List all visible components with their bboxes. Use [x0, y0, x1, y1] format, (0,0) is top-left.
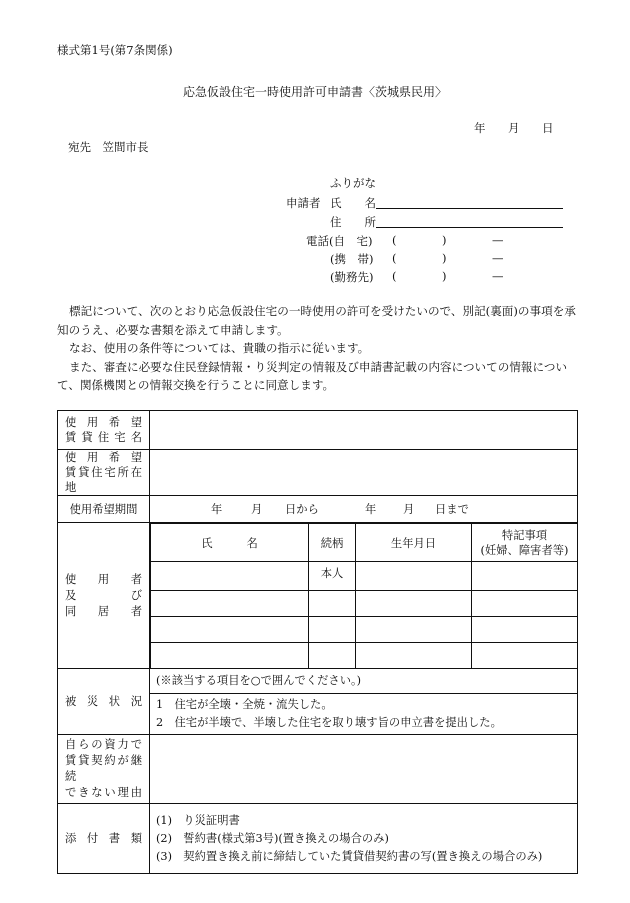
paren-close: ): [442, 251, 447, 265]
period-label: 使用希望期間: [58, 496, 150, 523]
occ-birth-cell[interactable]: [356, 562, 472, 591]
paragraph-2: なお、使用の条件等については、貴職の指示に従います。: [69, 341, 370, 355]
occ-relation-self: 本人: [309, 562, 356, 591]
reason-field[interactable]: [150, 735, 578, 804]
phone-work-label: (勤務先): [330, 270, 374, 284]
attachments-list: [150, 804, 578, 874]
body-text: [57, 302, 579, 395]
paren-open: (: [392, 269, 397, 283]
reason-label: 自らの資力で 賃貸契約が継続 できない理由: [58, 735, 150, 804]
occ-birth-cell[interactable]: [356, 591, 472, 617]
period-field[interactable]: 年 月 日から 年 月 日まで: [150, 496, 578, 523]
row-rental-name-label: 使用希望 賃貸住宅名: [58, 411, 150, 450]
occ-notes-cell[interactable]: [472, 617, 578, 643]
address-label: 住 所: [330, 215, 376, 229]
phone-home-label: 電話(自 宅): [306, 234, 373, 248]
page-title: 応急仮設住宅一時使用許可申請書〈茨城県民用〉: [182, 85, 447, 99]
date-year: 年: [474, 121, 486, 135]
name-label: 氏 名: [330, 196, 376, 210]
dash: —: [492, 233, 504, 247]
attachment-3: (3) 契約置き換え前に締結していた賃貸借契約書の写(置き換えの場合のみ): [156, 849, 543, 863]
occ-notes-cell[interactable]: [472, 562, 578, 591]
occ-header-relation: 続柄: [309, 524, 356, 562]
paren-close: ): [442, 233, 447, 247]
occ-header-birth: 生年月日: [356, 524, 472, 562]
date-day: 日: [542, 121, 554, 135]
damage-note: (※該当する項目を○で囲んでください。): [150, 669, 577, 694]
occ-relation-cell[interactable]: [309, 617, 356, 643]
rental-name-field[interactable]: [150, 411, 578, 450]
occupants-grid: [150, 523, 578, 669]
attachments-label: 添付書類: [58, 804, 150, 874]
attachment-1: (1) り災証明書: [156, 813, 240, 827]
paren-close: ): [442, 269, 447, 283]
occ-name-cell[interactable]: [151, 617, 309, 643]
row-rental-address-label: 使用希望 賃貸住宅所在地: [58, 450, 150, 496]
application-table: [57, 410, 578, 874]
occ-relation-cell[interactable]: [309, 591, 356, 617]
damage-option-1[interactable]: 1 住宅が全壊・全焼・流失した。: [156, 698, 333, 711]
date-month: 月: [508, 121, 520, 135]
address-field[interactable]: [376, 227, 563, 228]
furigana-label: ふりがな: [330, 176, 376, 190]
occ-birth-cell[interactable]: [356, 617, 472, 643]
occ-header-name: 氏 名: [151, 524, 309, 562]
damage-option-2[interactable]: 2 住宅が半壊で、半壊した住宅を取り壊す旨の申立書を提出した。: [156, 716, 502, 729]
paren-open: (: [392, 251, 397, 265]
dash: —: [492, 269, 504, 283]
rental-address-field[interactable]: [150, 450, 578, 496]
applicant-label: 申請者: [286, 196, 321, 210]
damage-label: 被災状況: [58, 669, 150, 735]
paren-open: (: [392, 233, 397, 247]
attachment-2: (2) 誓約書(様式第3号)(置き換えの場合のみ): [156, 831, 389, 845]
occ-name-cell[interactable]: [151, 643, 309, 669]
paragraph-3: また、審査に必要な住民登録情報・り災判定の情報及び申請書記載の内容についての情報について、関係機関との情報交換を行うことに同意します。: [57, 359, 568, 392]
name-field[interactable]: [376, 208, 563, 209]
occ-name-cell[interactable]: [151, 562, 309, 591]
phone-mobile-label: (携 帯): [330, 252, 374, 266]
dash: —: [492, 251, 504, 265]
occupants-label: 使 用 者 及 び 同 居 者: [58, 523, 150, 669]
paragraph-1: 標記について、次のとおり応急仮設住宅の一時使用の許可を受けたいので、別記(裏面)の事項を承知のうえ、必要な書類を添えて申請します。: [57, 304, 576, 337]
occ-notes-cell[interactable]: [472, 643, 578, 669]
occ-name-cell[interactable]: [151, 591, 309, 617]
occ-header-notes: 特記事項 (妊婦、障害者等): [472, 524, 578, 562]
damage-section: [150, 669, 578, 735]
occ-notes-cell[interactable]: [472, 591, 578, 617]
occ-relation-cell[interactable]: [309, 643, 356, 669]
recipient: 宛先 笠間市長: [68, 140, 149, 154]
form-number: 様式第1号(第7条関係): [57, 43, 173, 57]
occ-birth-cell[interactable]: [356, 643, 472, 669]
